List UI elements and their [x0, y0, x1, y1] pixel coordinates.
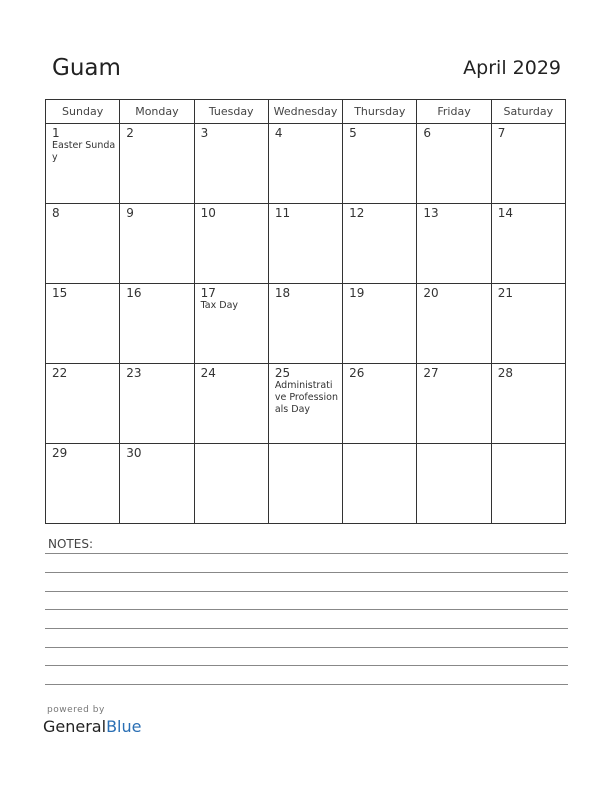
week-row	[46, 284, 566, 364]
day-cell	[417, 204, 491, 284]
day-number: 11	[274, 206, 291, 220]
day-number: 19	[349, 286, 365, 300]
day-cell	[46, 444, 120, 524]
day-number: 17	[200, 286, 216, 300]
holiday-label: Easter Sunday	[52, 140, 116, 163]
day-number: 14	[497, 206, 513, 220]
day-cell	[268, 444, 342, 524]
day-cell	[343, 124, 417, 204]
day-number: 5	[349, 126, 357, 140]
day-cell	[46, 124, 120, 204]
holiday-label: Tax Day	[200, 300, 239, 311]
weekday-friday: Friday	[417, 100, 491, 124]
day-cell	[343, 444, 417, 524]
calendar-grid	[45, 99, 566, 524]
day-number: 4	[274, 126, 283, 140]
day-cell	[343, 204, 417, 284]
notes-line	[45, 572, 568, 573]
day-cell	[417, 364, 491, 444]
day-cell	[417, 284, 491, 364]
weekday-monday: Monday	[120, 100, 194, 124]
day-cell	[46, 364, 120, 444]
day-cell	[120, 124, 194, 204]
notes-line	[45, 665, 568, 666]
day-cell	[343, 364, 417, 444]
day-number: 21	[497, 286, 513, 300]
notes-line	[45, 553, 568, 554]
day-cell	[194, 124, 268, 204]
weekday-sunday: Sunday	[46, 100, 120, 124]
day-number: 28	[497, 366, 513, 380]
day-number: 26	[349, 366, 365, 380]
day-number: 10	[200, 206, 216, 220]
powered-by-text: powered by	[47, 705, 105, 715]
weekday-wednesday: Wednesday	[268, 100, 342, 124]
day-number: 2	[126, 126, 134, 140]
day-cell	[46, 204, 120, 284]
day-cell	[491, 204, 565, 284]
day-number: 27	[423, 366, 439, 380]
day-cell	[417, 444, 491, 524]
day-cell	[120, 364, 194, 444]
day-number: 13	[423, 206, 439, 220]
day-number: 20	[423, 286, 439, 300]
day-number: 1	[52, 126, 60, 140]
day-cell	[120, 204, 194, 284]
day-cell	[491, 284, 565, 364]
weekday-thursday: Thursday	[343, 100, 417, 124]
notes-label: NOTES:	[48, 537, 93, 551]
day-number: 16	[126, 286, 142, 300]
day-cell	[268, 204, 342, 284]
holiday-label: Administrative Professionals Day	[274, 380, 338, 415]
day-number: 29	[52, 446, 68, 460]
day-number: 7	[497, 126, 506, 140]
day-number: 15	[52, 286, 68, 300]
day-number: 8	[52, 206, 60, 220]
day-cell	[120, 284, 194, 364]
generalblue-logo[interactable]	[43, 717, 141, 736]
day-number: 12	[349, 206, 365, 220]
day-cell	[417, 124, 491, 204]
day-cell	[46, 284, 120, 364]
day-cell	[268, 284, 342, 364]
day-cell	[268, 124, 342, 204]
notes-line	[45, 628, 568, 629]
day-number: 6	[423, 126, 432, 140]
weekday-saturday: Saturday	[491, 100, 565, 124]
notes-line	[45, 647, 568, 648]
day-cell	[194, 204, 268, 284]
day-number: 30	[126, 446, 142, 460]
weekday-tuesday: Tuesday	[194, 100, 268, 124]
day-number: 24	[200, 366, 216, 380]
logo-text-blue: Blue	[106, 717, 142, 736]
day-number: 9	[126, 206, 134, 220]
week-row	[46, 364, 566, 444]
day-cell	[120, 444, 194, 524]
logo-text-general: General	[43, 717, 107, 736]
day-cell	[194, 444, 268, 524]
day-cell	[491, 444, 565, 524]
month-title: April 2029	[463, 57, 561, 79]
notes-line	[45, 684, 568, 685]
day-number: 22	[52, 366, 68, 380]
week-row	[46, 124, 566, 204]
day-number: 3	[200, 126, 209, 140]
day-number: 23	[126, 366, 142, 380]
day-cell	[194, 364, 268, 444]
day-cell	[194, 284, 268, 364]
day-cell	[343, 284, 417, 364]
day-cell	[491, 364, 565, 444]
week-row	[46, 204, 566, 284]
week-row	[46, 444, 566, 524]
day-cell	[268, 364, 342, 444]
notes-line	[45, 609, 568, 610]
notes-line	[45, 591, 568, 592]
weekday-header-row	[46, 100, 566, 124]
region-title: Guam	[52, 55, 121, 81]
day-number: 25	[274, 366, 291, 380]
day-cell	[491, 124, 565, 204]
day-number: 18	[274, 286, 291, 300]
